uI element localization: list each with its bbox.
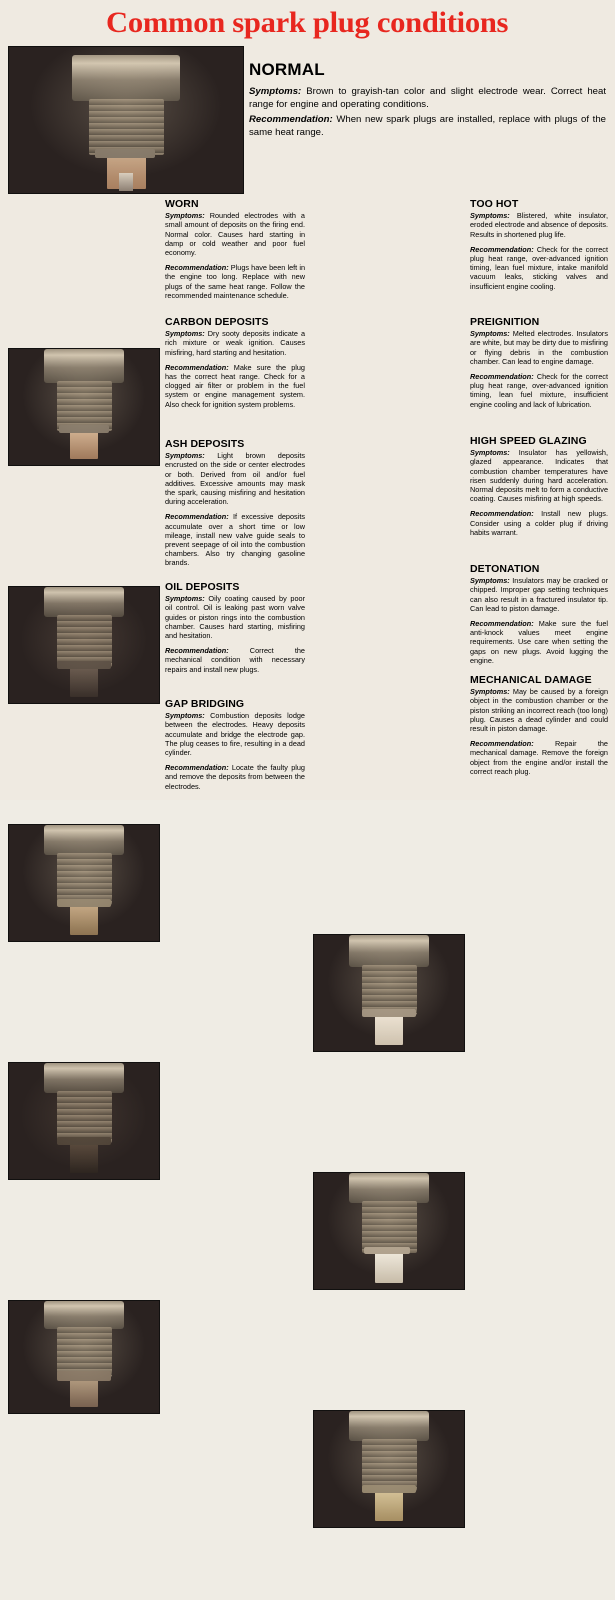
gap-bridging-symptoms [165,711,305,757]
too-hot-symptoms-label: Symptoms: [470,211,510,221]
gap-bridging-symptoms-label: Symptoms: [165,711,205,721]
ash-deposits-symptoms-label: Symptoms: [165,451,205,461]
preignition-symptoms-text: Melted electrodes. Insulators are white, but may be dirty due to misfiring or flying debris in the combustion chamber. Can lead to engine damage. [470,329,608,366]
too-hot-recommendation [470,245,608,291]
gap-bridging-condition-block [165,700,305,797]
carbon-deposits-symptoms-label: Symptoms: [165,329,205,339]
worn-symptoms-label: Symptoms: [165,211,205,221]
spark-plug-too-hot-photo [313,934,465,1052]
high-speed-glazing-condition-block [470,437,608,543]
mechanical-damage-recommendation [470,739,608,776]
carbon-deposits-condition-block [165,318,305,415]
preignition-symptoms [470,329,608,366]
preignition-symptoms-label: Symptoms: [470,329,510,339]
ash-deposits-recommendation [165,512,305,567]
spark-plug-ash-deposits-photo [8,824,160,942]
spark-plug-gap-bridging-photo [8,1300,160,1414]
ash-deposits-symptoms [165,451,305,506]
carbon-deposits-heading: CARBON DEPOSITS [165,316,269,328]
high-speed-glazing-symptoms-label: Symptoms: [470,448,510,458]
mechanical-damage-symptoms-text: May be caused by a foreign object in the combustion chamber or the piston striking an incorrect reach (too long) plug. Causes a dead cylinder and could result in piston damage. [470,687,608,734]
worn-recommendation-text: Plugs have been left in the engine too long. Replace with new plugs of the same heat range. Follow the recommended maintenance schedule. [165,263,305,300]
mechanical-damage-heading: MECHANICAL DAMAGE [470,674,592,686]
spark-plug-high-speed-glazing-photo [313,1410,465,1528]
spark-plug-carbon-deposits-photo [8,586,160,704]
carbon-deposits-symptoms-text: Dry sooty deposits indicate a rich mixture or weak ignition. Causes misfiring, hard starting and hesitation. [165,329,305,357]
too-hot-symptoms [470,211,608,239]
carbon-deposits-symptoms [165,329,305,357]
preignition-recommendation-label: Recommendation: [470,372,534,382]
spark-plug-preignition-photo [313,1172,465,1290]
preignition-recommendation-text: Check for the correct plug heat range, over-advanced ignition timing, lean fuel mixture, insufficient engine cooling and lack of lubrication. [470,372,608,409]
carbon-deposits-recommendation-text: Make sure the plug has the correct heat range. Check for a clogged air filter or problem in the fuel system or engine management system. Also check for ignition system problems. [165,362,305,409]
oil-deposits-heading: OIL DEPOSITS [165,581,240,593]
spark-plug-oil-deposits-photo [8,1062,160,1180]
mechanical-damage-symptoms [470,687,608,733]
detonation-symptoms-label: Symptoms: [470,576,510,586]
normal-recommendation-label: Recommendation: [249,114,333,126]
detonation-symptoms-text: Insulators may be cracked or chipped. Improper gap setting techniques can also result in a fractured insulator tip. Can lead to piston damage. [470,576,608,613]
worn-recommendation [165,263,305,300]
ash-deposits-recommendation-label: Recommendation: [165,512,229,522]
worn-condition-block [165,200,305,306]
ash-deposits-recommendation-text: If excessive deposits accumulate over a short time or low mileage, install new valve guide seals to prevent seepage of oil into the combustion chambers. Also try changing gasoline brands. [165,512,305,568]
worn-heading: WORN [165,198,199,210]
normal-heading: NORMAL [249,60,325,79]
spark-plug-worn-photo [8,348,160,466]
oil-deposits-recommendation-text: Correct the mechanical condition with necessary repairs and install new plugs. [165,646,305,674]
gap-bridging-recommendation [165,763,305,791]
detonation-condition-block [470,565,608,671]
page-title-text: Common spark plug conditions [106,6,509,39]
carbon-deposits-recommendation [165,363,305,409]
high-speed-glazing-heading: HIGH SPEED GLAZING [470,435,587,447]
page-title [0,6,615,40]
normal-symptoms-label: Symptoms: [249,86,302,97]
high-speed-glazing-recommendation-text: Install new plugs. Consider using a colder plug if driving habits warrant. [470,509,608,537]
detonation-symptoms [470,576,608,613]
mechanical-damage-symptoms-label: Symptoms: [470,687,510,697]
oil-deposits-symptoms-text: Oily coating caused by poor oil control. Oil is leaking past worn valve guides or piston rings into the combustion chamber. Causes hard starting, misfiring and hesitation. [165,594,305,641]
gap-bridging-symptoms-text: Combustion deposits lodge between the electrodes. Heavy deposits accumulate and bridge the electrode gap. The plug ceases to fire, resulting in a dead cylinder. [165,711,305,758]
normal-symptoms [249,86,606,111]
worn-symptoms-text: Rounded electrodes with a small amount of deposits on the firing end. Normal color. Causes hard starting in damp or cold weather and poor fuel economy. [165,211,305,258]
high-speed-glazing-symptoms-text: Insulator has yellowish, glazed appearance. Indicates that combustion chamber temperatures have risen suddenly during hard acceleration. Normal deposits melt to form a conductive coating. Causes misfiring at high speeds. [470,448,608,504]
oil-deposits-recommendation [165,646,305,674]
ash-deposits-symptoms-text: Light brown deposits encrusted on the side or center electrodes or both. Derived from oil and/or fuel additives. Excessive amounts may mask the spark, causing misfiring and hesitation during acceleration. [165,451,305,507]
too-hot-recommendation-label: Recommendation: [470,244,534,254]
detonation-heading: DETONATION [470,563,540,575]
gap-bridging-heading: GAP BRIDGING [165,698,245,710]
too-hot-heading: TOO HOT [470,198,519,210]
ash-deposits-heading: ASH DEPOSITS [165,438,245,450]
mechanical-damage-condition-block [470,676,608,782]
detonation-recommendation-text: Make sure the fuel anti-knock values meet engine requirements. Use care when setting the gaps on new plugs. Avoid lugging the engine. [470,619,608,665]
preignition-heading: PREIGNITION [470,316,540,328]
high-speed-glazing-symptoms [470,448,608,503]
worn-recommendation-label: Recommendation: [165,263,229,273]
oil-deposits-symptoms-label: Symptoms: [165,594,205,604]
oil-deposits-condition-block [165,583,305,680]
spark-plug-normal-photo [8,46,244,194]
mechanical-damage-recommendation-label: Recommendation: [470,739,534,749]
normal-recommendation [249,114,606,139]
preignition-condition-block [470,318,608,415]
too-hot-recommendation-text: Check for the correct plug heat range, over-advanced ignition timing, lean fuel mixture, intake manifold vacuum leaks, sticking valves and insufficient engine cooling. [470,244,608,291]
normal-symptoms-text: Brown to grayish-tan color and slight electrode wear. Correct heat range for engine and operating conditions. [249,86,606,110]
worn-symptoms [165,211,305,257]
normal-condition-block [249,60,606,142]
normal-recommendation-text: When new spark plugs are installed, replace with plugs of the same heat range. [249,114,606,138]
high-speed-glazing-recommendation [470,509,608,537]
preignition-recommendation [470,372,608,409]
carbon-deposits-recommendation-label: Recommendation: [165,362,229,372]
too-hot-symptoms-text: Blistered, white insulator, eroded electrode and absence of deposits. Results in shortened plug life. [470,211,608,239]
mechanical-damage-recommendation-text: Repair the mechanical damage. Remove the foreign object from the engine and/or install the correct reach plug. [470,739,608,776]
gap-bridging-recommendation-text: Locate the faulty plug and remove the deposits from between the electrodes. [165,763,305,791]
gap-bridging-recommendation-label: Recommendation: [165,763,229,773]
oil-deposits-recommendation-label: Recommendation: [165,646,229,656]
detonation-recommendation-label: Recommendation: [470,619,534,629]
oil-deposits-symptoms [165,594,305,640]
detonation-recommendation [470,619,608,665]
ash-deposits-condition-block [165,440,305,574]
too-hot-condition-block [470,200,608,297]
high-speed-glazing-recommendation-label: Recommendation: [470,509,534,519]
